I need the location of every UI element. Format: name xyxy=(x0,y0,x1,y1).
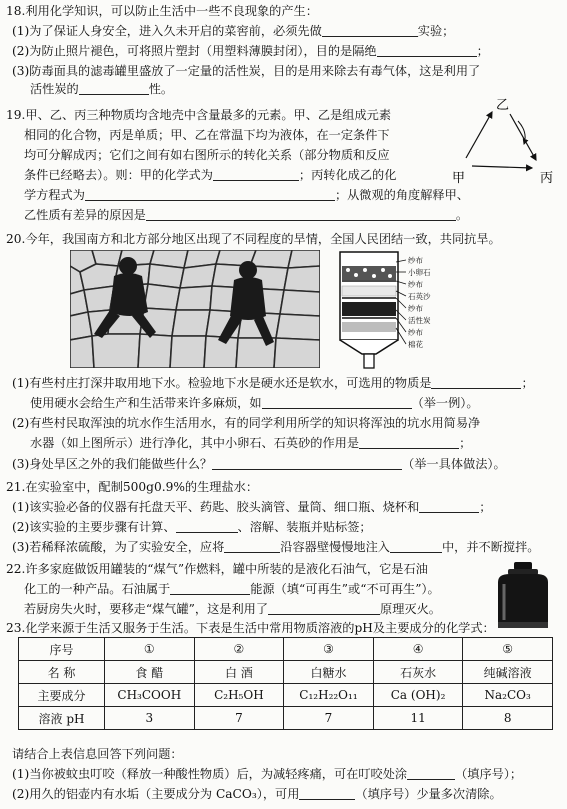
table-cell: C₁₂H₂₂O₁₁ xyxy=(284,684,374,707)
q18-part1: (1)为了保证人身安全，进入久未开启的菜窖前，必须先做 实验； xyxy=(12,24,455,38)
row-header: 名 称 xyxy=(19,661,105,684)
q22-line3: 若厨房失火时，要移走“煤气罐”，这是利用了 原理灭火。 xyxy=(24,602,441,616)
row-header: 溶液 pH xyxy=(19,707,105,730)
table-cell: ③ xyxy=(284,638,374,661)
q21-part1: (1)该实验必备的仪器有托盘天平、药匙、胶头滴管、量筒、细口瓶、烧杯和 ； xyxy=(12,500,492,514)
drought-photo xyxy=(70,250,320,368)
q19-blank-1[interactable] xyxy=(213,168,299,181)
filter-label-8: 棉花 xyxy=(408,340,423,349)
table-cell: ② xyxy=(194,638,284,661)
q19-line3: 均可分解成丙；它们之间有如右图所示的转化关系（部分物质和反应 xyxy=(24,148,390,162)
q18-part2: (2)为防止照片褪色，可将照片塑封（用塑料薄膜封闭），目的是隔绝 ； xyxy=(12,44,489,58)
q21-stem: 21.在实验室中，配制500g0.9%的生理盐水： xyxy=(6,480,259,494)
q21-blank-2[interactable] xyxy=(176,520,238,533)
q23-part1: (1)当你被蚊虫叮咬（释放一种酸性物质）后，为减轻疼痛，可在叮咬处涂 （填序号）； xyxy=(12,767,523,781)
table-cell: ⑤ xyxy=(463,638,553,661)
q19-line2: 相同的化合物，丙是单质；甲、乙在常温下均为液体，在一定条件下 xyxy=(24,128,390,142)
filter-label-2: 小卵石 xyxy=(408,268,431,277)
q20-part2: (2)有些村民取浑浊的坑水作生活用水，有的同学利用所学的知识将浑浊的坑水用简易净 xyxy=(12,416,481,430)
table-cell: Ca (OH)₂ xyxy=(373,684,463,707)
table-cell: 8 xyxy=(463,707,553,730)
arrow-jia-to-bing xyxy=(472,166,532,168)
q22-line1: 22.许多家庭做饭用罐装的“煤气”作燃料，罐中所装的是液化石油气，它是石油 xyxy=(6,562,428,576)
q18-part3: (3)防毒面具的滤毒罐里盛放了一定量的活性炭，目的是用来除去有毒气体，这是利用了 xyxy=(12,64,481,78)
q20-blank-4[interactable] xyxy=(212,457,402,470)
table-cell: 3 xyxy=(105,707,195,730)
conversion-arrows xyxy=(452,96,557,186)
table-cell: ④ xyxy=(373,638,463,661)
simple-water-filter xyxy=(338,250,438,372)
q23-part2: (2)用久的铝壶内有水垢（主要成分为 CaCO₃），可用 （填序号）少量多次清除。 xyxy=(12,787,502,801)
ph-table xyxy=(18,637,553,730)
filter-label-1: 纱布 xyxy=(408,256,423,265)
q21-blank-3[interactable] xyxy=(224,540,280,553)
q20-part1: (1)有些村庄打深井取用地下水。检验地下水是硬水还是软水，可选用的物质是 ； xyxy=(12,376,534,390)
table-cell: 食 醋 xyxy=(105,661,195,684)
q19-line5: 学方程式为 ；从微观的角度解释甲、 xyxy=(24,188,469,202)
q18-blank-3[interactable] xyxy=(79,82,149,95)
arrow-yi-to-bing xyxy=(510,114,536,160)
arrow-bing-to-yi xyxy=(518,121,525,144)
q18-blank-1[interactable] xyxy=(322,24,418,37)
table-cell: C₂H₅OH xyxy=(194,684,284,707)
q18-stem: 18.利用化学知识，可以防止生活中一些不良现象的产生： xyxy=(6,4,318,18)
q21-part2: (2)该实验的主要步骤有计算、 、溶解、装瓶并贴标签； xyxy=(12,520,372,534)
q20-part2-cont: 水器（如上图所示）进行净化，其中小卵石、石英砂的作用是 ； xyxy=(30,436,472,450)
table-cell: 11 xyxy=(373,707,463,730)
table-row xyxy=(19,638,553,661)
q20-part1-cont: 使用硬水会给生产和生活带来许多麻烦，如 （举一例）。 xyxy=(30,396,479,410)
filter-label-3: 纱布 xyxy=(408,280,423,289)
q20-part3: (3)身处旱区之外的我们能做些什么？ （举一具体做法）。 xyxy=(12,457,506,471)
table-row xyxy=(19,684,553,707)
q18-blank-2[interactable] xyxy=(377,44,477,57)
filter-label-4: 石英沙 xyxy=(408,292,431,301)
q22-line2: 化工的一种产品。石油属于 能源（填“可再生”或“不可再生”）。 xyxy=(24,582,440,596)
q19-line4: 条件已经略去）。则：甲的化学式为 ；丙转化成乙的化 xyxy=(24,168,397,182)
node-jia: 甲 xyxy=(452,171,466,186)
q19-blank-2[interactable] xyxy=(85,188,335,201)
table-cell: 白 酒 xyxy=(194,661,284,684)
q19-line6: 乙性质有差异的原因是 。 xyxy=(24,208,469,222)
q19-blank-3[interactable] xyxy=(146,208,456,221)
row-header: 序号 xyxy=(19,638,105,661)
q23-blank-2[interactable] xyxy=(299,787,355,800)
q20-blank-2[interactable] xyxy=(262,396,412,409)
row-header: 主要成分 xyxy=(19,684,105,707)
node-bing: 丙 xyxy=(540,171,554,186)
table-cell: 7 xyxy=(284,707,374,730)
cracked-earth-image xyxy=(70,250,320,368)
q19-line1: 19.甲、乙、丙三种物质均含地壳中含量最多的元素。甲、乙是组成元素 xyxy=(6,108,392,122)
filter-label-5: 纱布 xyxy=(408,304,423,313)
table-cell: CH₃COOH xyxy=(105,684,195,707)
conversion-diagram xyxy=(452,96,557,186)
q20-blank-3[interactable] xyxy=(359,436,459,449)
q18-part3-cont: 活性炭的 性。 xyxy=(30,82,174,96)
table-cell: ① xyxy=(105,638,195,661)
q20-stem: 20.今年，我国南方和北方部分地区出现了不同程度的旱情，全国人民团结一致，共同抗旱。 xyxy=(6,232,501,246)
filter-label-6: 活性炭 xyxy=(408,316,431,325)
table-cell: 纯碱溶液 xyxy=(463,661,553,684)
q22-blank-2[interactable] xyxy=(268,602,380,615)
q21-blank-1[interactable] xyxy=(419,500,479,513)
filter-label-7: 纱布 xyxy=(408,328,423,337)
node-yi: 乙 xyxy=(496,98,510,113)
table-row xyxy=(19,707,553,730)
table-cell: 7 xyxy=(194,707,284,730)
table-cell: 石灰水 xyxy=(373,661,463,684)
table-row xyxy=(19,661,553,684)
q23-intro: 请结合上表信息回答下列问题： xyxy=(12,747,183,761)
q21-blank-4[interactable] xyxy=(390,540,442,553)
q20-blank-1[interactable] xyxy=(431,376,521,389)
arrow-jia-to-yi xyxy=(466,112,492,158)
q23-stem: 23.化学来源于生活又服务于生活。下表是生活中常用物质溶液的pH及主要成分的化学式： xyxy=(6,621,495,635)
q21-part3: (3)若稀释浓硫酸，为了实验安全，应将 沿容器壁慢慢地注入 中，并不断搅拌。 xyxy=(12,540,540,554)
q22-blank-1[interactable] xyxy=(170,582,250,595)
q23-blank-1[interactable] xyxy=(407,767,455,780)
table-cell: Na₂CO₃ xyxy=(463,684,553,707)
table-cell: 白糖水 xyxy=(284,661,374,684)
